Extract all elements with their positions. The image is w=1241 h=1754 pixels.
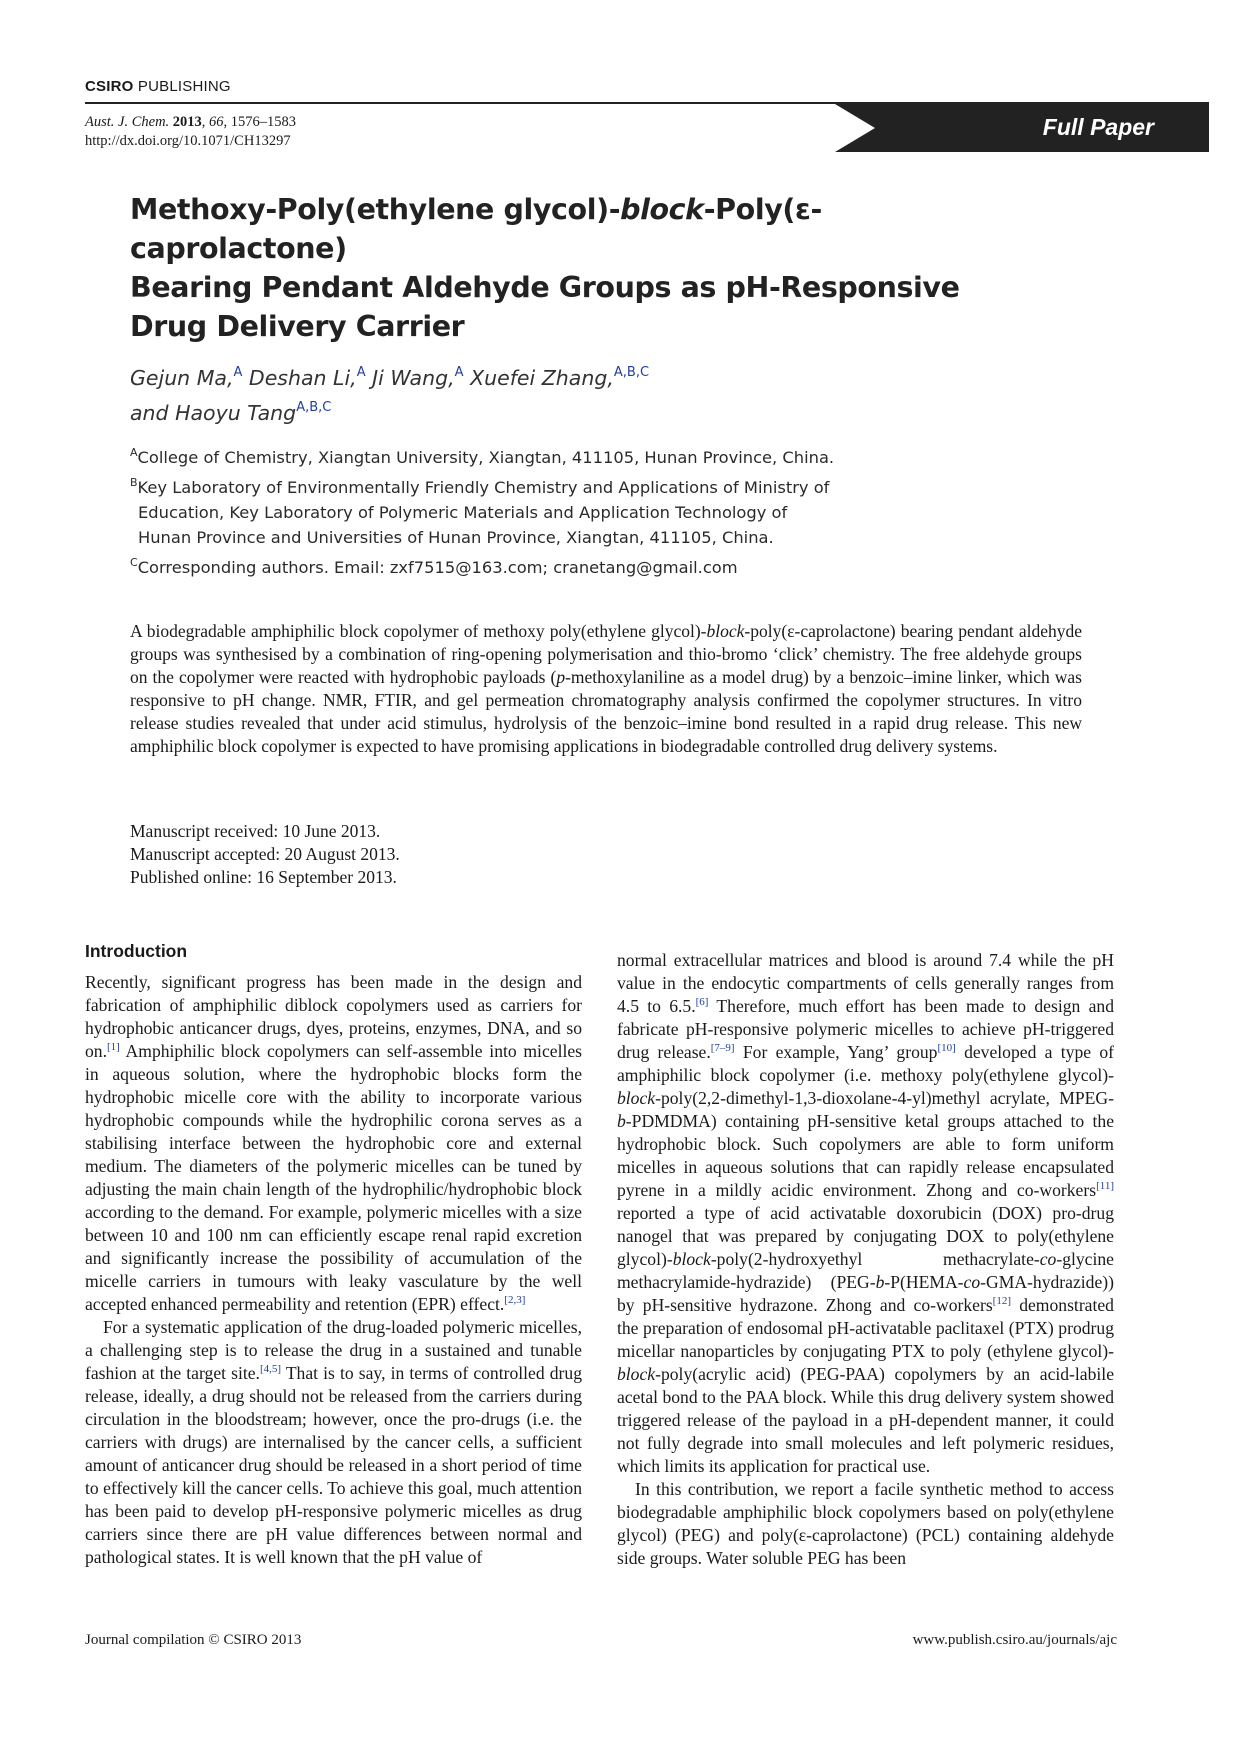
- paragraph: In this contribution, we report a facile synthetic method to access biodegradable amphiphilic block copolymers based on poly(ethylene glycol) (PEG) and poly(ε-caprolactone) (PCL) containing aldehyde side groups. Water soluble PEG has been: [617, 1479, 1114, 1568]
- citation-ref[interactable]: [4,5]: [259, 1363, 282, 1375]
- author-affiliation-mark: A,B,C: [613, 365, 650, 380]
- manuscript-dates: [130, 820, 400, 889]
- journal-year: 2013: [172, 114, 202, 130]
- journal-name: Aust. J. Chem.: [85, 114, 170, 130]
- author-name: Gejun Ma,: [130, 366, 234, 390]
- author-affiliation-mark: A: [233, 365, 243, 380]
- paragraph: normal extracellular matrices and blood is around 7.4 while the pH value in the endocytic compartments of cells generally ranges from 4.5 to 6.5.[6] Therefore, much effort has been made to design and fabricate pH-responsive polymeric micelles to achieve pH-triggered drug release.[7–9] For example, Yang’ group[10] developed a type of amphiphilic block copolymer (i.e. methoxy poly(ethylene glycol)-block-poly(2,2-dimethyl-1,3-dioxolane-4-yl)methyl acrylate, MPEG-b-PDMDMA) containing pH-sensitive ketal groups attached to the hydrophobic block. Such copolymers are able to form uniform micelles in aqueous solutions that can rapidly release encapsulated pyrene in a mildly acidic environment. Zhong and co-workers[11] reported a type of acid activatable doxorubicin (DOX) pro-drug nanogel that was prepared by conjugating DOX to poly(ethylene glycol)-block-poly(2-hydroxyethyl methacrylate-co-glycine methacrylamide-hydrazide) (PEG-b-P(HEMA-co-GMA-hydrazide)) by pH-sensitive hydrazone. Zhong and co-workers[12] demonstrated the preparation of endosomal pH-activatable paclitaxel (PTX) prodrug micellar nanoparticles by conjugating PTX to poly (ethylene glycol)-block-poly(acrylic acid) (PEG-PAA) copolymers by an acid-labile acetal bond to the PAA block. While this drug delivery system showed triggered release of the payload in a pH-dependent manner, it could not fully degrade into small molecules and left polymeric residues, which limits its application for practical use.: [617, 950, 1114, 1476]
- citation-ref[interactable]: [7–9]: [710, 1042, 735, 1054]
- doi-link[interactable]: http://dx.doi.org/10.1071/CH13297: [85, 133, 291, 149]
- author-name: Xuefei Zhang,: [470, 366, 614, 390]
- author-affiliation-mark: A: [454, 365, 464, 380]
- date-published: Published online: 16 September 2013.: [130, 867, 397, 887]
- author-affiliation-mark: A: [356, 365, 366, 380]
- journal-pages: , 1576–1583: [223, 114, 297, 130]
- affiliation-c: $^C$Corresponding authors. Email: zxf7515@163.com; cranetang@gmail.com: [130, 556, 738, 577]
- affiliation-b-cont: Education, Key Laboratory of Polymeric Materials and Application Technology of: [138, 503, 788, 522]
- body-column-left: [85, 940, 582, 1569]
- affiliation-b: $^B$Key Laboratory of Environmentally Friendly Chemistry and Applications of Ministry of: [130, 476, 830, 497]
- citation-ref[interactable]: [11]: [1096, 1180, 1114, 1192]
- footer-url[interactable]: www.publish.csiro.au/journals/ajc: [912, 1632, 1117, 1648]
- author-line-2: [130, 393, 1030, 428]
- author-name: Ji Wang,: [372, 366, 455, 390]
- body-column-right: [617, 949, 1114, 1570]
- banner-label: Full Paper: [1042, 114, 1154, 140]
- citation-ref[interactable]: [1]: [107, 1041, 120, 1053]
- citation-ref[interactable]: [2,3]: [504, 1294, 526, 1306]
- paragraph: For a systematic application of the drug-loaded polymeric micelles, a challenging step is to release the drug in a sustained and tunable fashion at the target site.[4,5] That is to say, in terms of controlled drug release, ideally, a drug should not be released from the carriers during circulation in the bloodstream; however, once the pro-drugs (i.e. the carriers with drugs) are internalised by the cancer cells, a sufficient amount of anticancer drug should be released in a short period of time to effectively kill the cancer cells. To achieve this goal, much attention has been paid to develop pH-responsive polymeric micelles as drug carriers since there are pH value differences between normal and pathological states. It is well known that the pH value of: [85, 1317, 582, 1567]
- affiliation-b-cont: Hunan Province and Universities of Hunan Province, Xiangtan, 411105, China.: [138, 528, 774, 547]
- author-affiliation-mark: A,B,C: [296, 400, 332, 415]
- title-line-1: Methoxy-Poly(ethylene glycol)-block-Poly(ε-caprolactone): [130, 193, 822, 265]
- affiliation-a: $^A$College of Chemistry, Xiangtan University, Xiangtan, 411105, Hunan Province, China.: [130, 446, 835, 467]
- author-list: [130, 358, 1030, 428]
- citation-block: [85, 113, 296, 151]
- date-received: Manuscript received: 10 June 2013.: [130, 821, 381, 841]
- author-name: Deshan Li,: [248, 366, 357, 390]
- paragraph: Recently, significant progress has been made in the design and fabrication of amphiphilic diblock copolymers used as carriers for hydrophobic anticancer drugs, dyes, proteins, enzymes, DNA, and so on.[1] Amphiphilic block copolymers can self-assemble into micelles in aqueous solution, where the hydrophobic blocks form the hydrophobic micelle core with the ability to incorporate various hydrophobic compounds while the hydrophilic corona serves as a stabilising interface between the hydrophobic core and external medium. The diameters of the polymeric micelles can be tuned by adjusting the main chain length of the hydrophilic/hydrophobic block according to the demand. For example, polymeric micelles with a size between 10 and 100 nm can efficiently escape renal rapid excretion and significantly increase the possibility of accumulation of the micelle carriers in tumours with leaky vasculature by the well accepted enhanced permeability and retention (EPR) effect.[2,3]: [85, 972, 582, 1314]
- paper-title: [130, 190, 1030, 346]
- citation-ref[interactable]: [6]: [695, 996, 709, 1008]
- citation-ref[interactable]: [10]: [937, 1042, 956, 1054]
- publisher-name: CSIRO PUBLISHING: [85, 78, 231, 95]
- author-line-1: [130, 358, 1030, 393]
- citation-ref[interactable]: [12]: [992, 1295, 1011, 1307]
- corresponding-emails: Corresponding authors. Email: zxf7515@163.com; cranetang@gmail.com: [137, 558, 738, 577]
- journal-citation: Aust. J. Chem. 2013, 66, 1576–1583: [85, 114, 297, 130]
- abstract: A biodegradable amphiphilic block copolymer of methoxy poly(ethylene glycol)-block-poly(ε-caprolactone) bearing pendant aldehyde groups was synthesised by a combination of ring-opening polymerisation and thio-bromo ‘click’ chemistry. The free aldehyde groups on the copolymer were reacted with hydrophobic payloads (p-methoxylaniline as a model drug) by a benzoic–imine linker, which was responsive to pH change. NMR, FTIR, and gel permeation chromatography analysis confirmed the copolymer structures. In vitro release studies revealed that under acid stimulus, hydrolysis of the benzoic–imine bond resulted in a rapid drug release. This new amphiphilic block copolymer is expected to have promising applications in biodegradable controlled drug delivery systems.: [130, 621, 1082, 756]
- journal-volume: 66: [209, 114, 224, 130]
- footer-copyright: Journal compilation © CSIRO 2013: [85, 1632, 302, 1648]
- title-line-3: Drug Delivery Carrier: [130, 310, 465, 343]
- affiliations: [130, 440, 1030, 580]
- full-paper-banner: [835, 104, 1209, 152]
- date-accepted: Manuscript accepted: 20 August 2013.: [130, 844, 400, 864]
- title-line-2: Bearing Pendant Aldehyde Groups as pH-Responsive: [130, 271, 960, 304]
- section-heading: Introduction: [85, 941, 188, 961]
- author-name: and Haoyu Tang: [130, 401, 297, 425]
